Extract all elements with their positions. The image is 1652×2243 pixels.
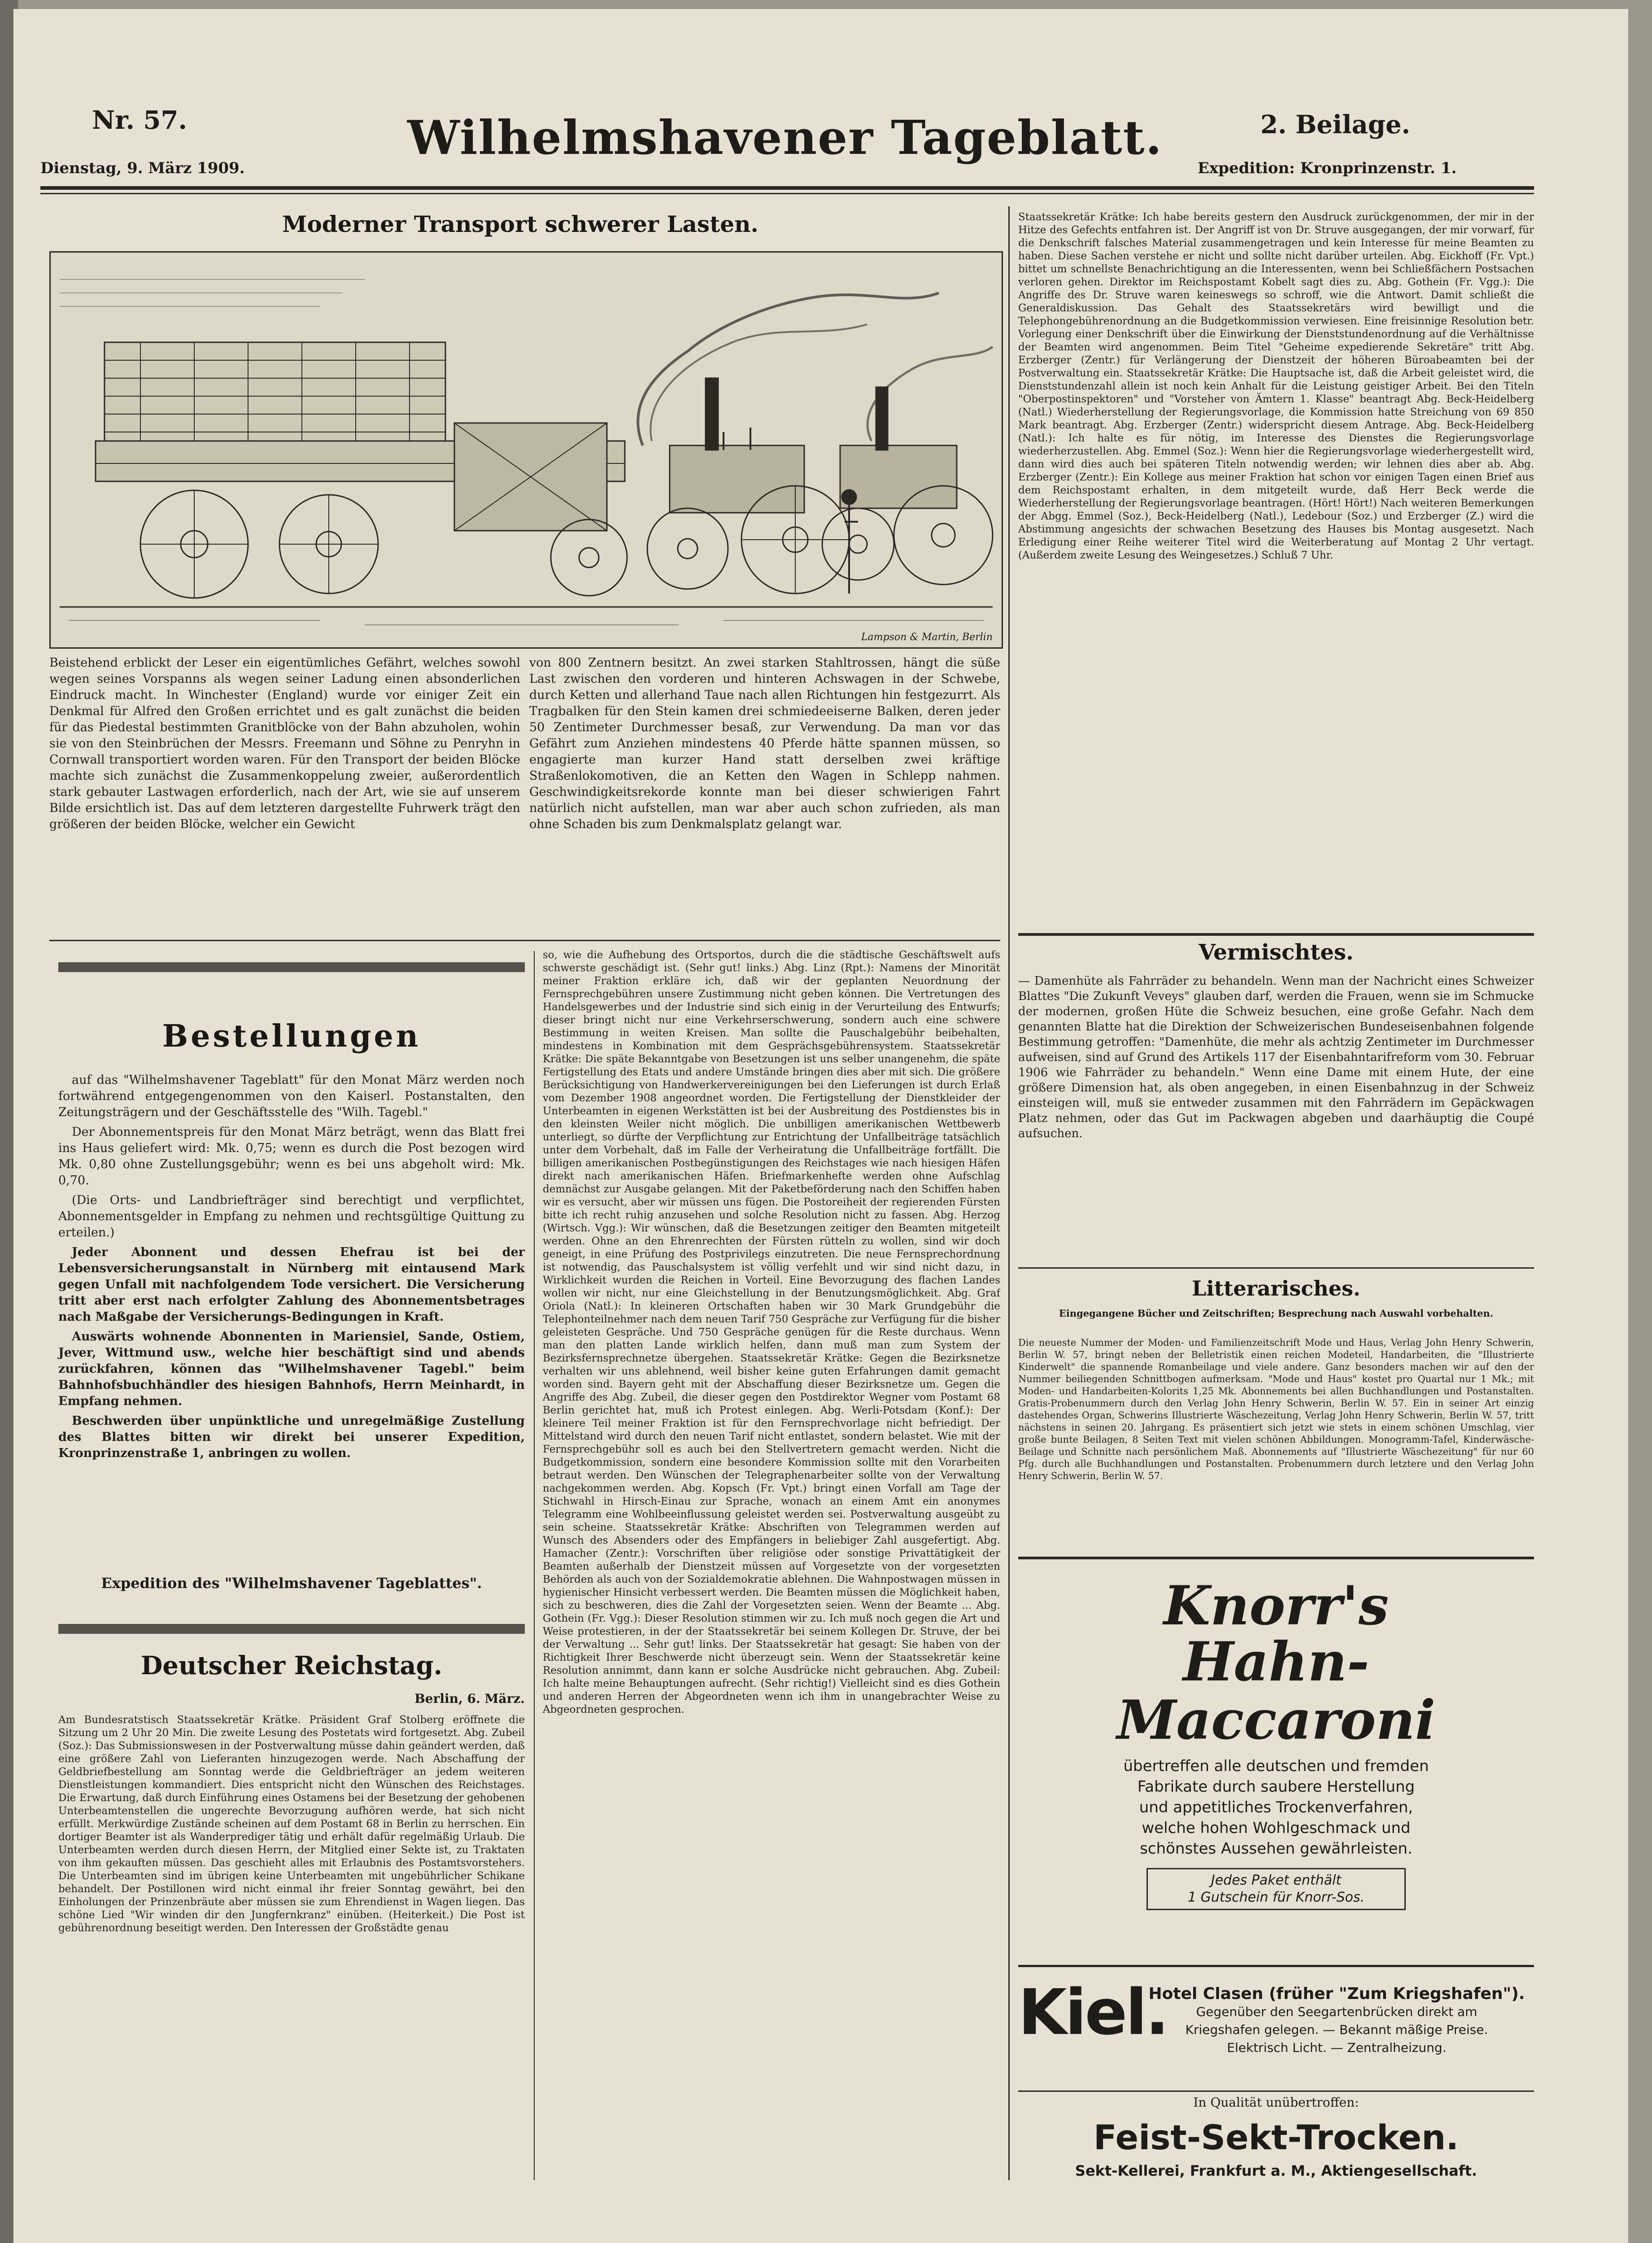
bestellungen-top-bar [58, 962, 525, 972]
bestellungen-p1: auf das "Wilhelmshavener Tageblatt" für den Monat März werden noch fortwährend entgegengenommen von den Kaiserl. Postanstalten, den Zeitungsträgern und der Geschäftsstelle des "Wilh. Tagebl." [58, 1073, 525, 1119]
kiel-city: Kiel. [1018, 1976, 1168, 2049]
transport-illustration [49, 251, 1003, 649]
reichstag-text-col2: so, wie die Aufhebung des Ortsportos, durch die die städtische Geschäftswelt aufs schwerste geschädigt ist. (Sehr gut! links.) Abg. Linz (Rpt.): Namens der Minorität meiner Fraktion erkläre ich, daß wir der geplanten Neuordnung der Fernsprechgebühren unsere Zustimmung nicht geben können. Die Vertretungen des Handelsgewerbes und der Industrie sind sich einig in der Verurteilung des Entwurfs; dieser bringt nicht nur eine Verkehrserschwerung, sondern auch eine schwere Bestimmung in weiten Kreisen. Man sollte die Pauschalgebühr beibehalten, mindestens in Kombination mit dem Gesprächsgebührensystem. Staatssekretär Krätke: Die späte Bekanntgabe von Besetzungen ist uns selber unangenehm, die späte Fertigstellung des Etats und andere Umstände bringen dies aber mit sich. Die größere Berücksichtigung von Handwerkervereinigungen bei den Lieferungen ist durch Erlaß vom Dezember 1908 angeordnet worden. Die Fertigstellung der Dienstkleider der Unterbeamten in eigenen Werkstätten ist bei der Ausbreitung des Postdienstes bis in den kleinsten Weiler nicht möglich. Die unbilligen amerikanischen Wettbewerb unterliegt, so dürfte der Verpflichtung zur Entrichtung der Unfallbeiträge tatsächlich unter dem Vorbehalt, daß im Falle der Verheiratung die Unfallbeiträge fortfällt. Die billigen amerikanischen Postbegünstigungen des Reichstages wie nach hiesigen Häfen direkt nach amerikanischen Häfen. Briefmarkenhefte werden ohne Aufschlag demnächst zur Ausgabe gelangen. Mit der Paketbeförderung nach den Schiffen haben wir es versucht, aber wir müssen uns fügen. Die Postoreiheit der regierenden Fürsten bitte ich recht ruhig anzusehen und solche Resolution nicht zu fassen. Abg. Herzog (Wirtsch. Vgg.): Wir wünschen, daß die Besetzungen zeitiger den Beamten mitgeteilt werden. Ohne an den Ehrenrechten der Fürsten rütteln zu wollen, sind wir doch geneigt, in eine Prüfung des Postprivilegs einzutreten. Die neue Fernsprechordnung ist notwendig, das Pauschalsystem ist völlig verfehlt und wir sind nicht dazu, in Wirklichkeit wurden die Reichen in Vorteil. Eine Bevorzugung des flachen Landes wollen wir nicht, nur eine Gleichstellung in der Benutzungsmöglichkeit. Abg. Graf Oriola (Natl.): In kleineren Ortschaften haben wir 30 Mark Grundgebühr die Telephonteilnehmer nach dem neuen Tarif 750 Gespräche zur Verfügung für die bisher geleisteten Gespräche. Und 750 Gespräche genügen für die Reste durchaus. Wenn man den platten Lande wirklich helfen, dann muß man zum System der Bezirksfernsprechnetze übergehen. Staatssekretär Krätke: Gegen die Bezirksnetze verhalten wir uns ablehnend, weil bisher keine guten Erfahrungen damit gemacht worden sind. Bayern geht mit der Abschaffung dieser Bezirksnetze um. Gegen die Angriffe des Abg. Zubeil, die dieser gegen den Postdirektor Wegner vom Postamt 68 Berlin gerichtet hat, muß ich Protest einlegen. Abg. Werli-Potsdam (Konf.): Der kleinere Teil meiner Fraktion ist für den Fernsprechvorlage nicht befriedigt. Der Mittelstand wird durch den neuen Tarif nicht entlastet, sondern belastet. Wie mit der Fernsprechgebühr soll es auch bei den Stellvertretern gemacht werden. Nicht die Budgetkommission, sondern eine besondere Kommission sollte mit den Vorarbeiten betraut werden. Den Wünschen der Telegraphenarbeiter sollte von der Verwaltung nachgekommen werden. Abg. Kopsch (Fr. Vpt.) bringt einen Vorfall am Tage der Stichwahl in Hirsch-Einau zur Sprache, wonach an einem Amt ein anonymes Telegramm eine Wohlbeeinflussung geleistet werden sei. Postverwaltung ausgeübt zu sein scheine. Staatssekretär Krätke: Abschriften von Telegrammen werden auf Wunsch des Absenders oder des Empfängers in beliebiger Zahl ausgefertigt. Abg. Hamacher (Zentr.): Vorschriften über religiöse oder sonstige Privattätigkeit der Beamten außerhalb der Dienstzeit müssen auf Vorgesetzte von der vorgesetzten Behörden als auch von der Sozialdemokratie ablehnen. Die Wahnpostwagen müssen in hygienischer Hinsicht verbessert werden. Die Beamten müssen die Möglichkeit haben, sich zu beschweren, dies die Zahl der Vorgesetzten seien. Wenn der Beamte ... Abg. Gothein (Fr. Vgg.): Dieser Resolution stimmen wir zu. Ich muß noch gegen die Art und Weise protestieren, in der der Staatssekretär bei seinem Kollegen Dr. Struve, der bei der Verwaltung ... Sehr gut! links. Der Staatssekretär hat gesagt: Sie haben von der Richtigkeit Ihrer Beschwerde nicht überzeugt sein. Wenn der Staatssekretär keine Resolution annimmt, dann kann er solche Ausdrücke nicht gebrauchen. Abg. Zubeil: Ich halte meine Behauptungen aufrecht. (Sehr richtig!) Vielleicht sind es dies Gothein und anderen Herren der Abgeordneten wenn ich ihm in unangebrachter Weise zu Abgeordneten gesprochen. [543, 949, 1000, 1715]
article-rule [49, 940, 1000, 941]
reichstag-dateline: Berlin, 6. März. [414, 1691, 525, 1706]
knorr-coupon-box [1146, 1868, 1406, 1910]
bestellungen-p5: Auswärts wohnende Abonnenten in Mariensiel, Sande, Ostiem, Jever, Wittmund usw., welche hier beschäftigt sind und abends zurückfahren, können das "Wilhelmshavener Tagebl." beim Bahnhofsbuchhändler des hiesigen Bahnhofs, Herrn Meinhardt, in Empfang nehmen. [58, 1330, 525, 1408]
knorr-copy-line: welche hohen Wohlgeschmack und [1142, 1819, 1411, 1837]
transport-headline: Moderner Transport schwerer Lasten. [282, 211, 758, 237]
knorr-product-2: Maccaroni [1116, 1689, 1436, 1752]
knorr-coupon-line: 1 Gutschein für Knorr-Sos. [1187, 1890, 1365, 1905]
bestellungen-body [58, 1072, 525, 1465]
newspaper-page [13, 9, 1628, 2243]
knorr-coupon-line: Jedes Paket enthält [1211, 1872, 1342, 1888]
bestellungen-bottom-bar [58, 1624, 525, 1634]
issue-number: Nr. 57. [92, 105, 187, 135]
bestellungen-p3: (Die Orts- und Landbriefträger sind berechtigt und verpflichtet, Abonnementsgelder in Empfang zu nehmen und rechtsgültige Quittung zu erteilen.) [58, 1193, 525, 1239]
kiel-line: Elektrisch Licht. — Zentralheizung. [1227, 2040, 1447, 2055]
kiel-ad [1018, 1972, 1534, 2084]
bestellungen-p6: Beschwerden über unpünktliche und unregelmäßige Zustellung des Blattes bitten wir direkt bei unserer Expedition, Kronprinzenstraße 1, anbringen zu wollen. [58, 1414, 525, 1460]
right-rule-4 [1018, 1965, 1534, 1967]
knorr-copy-line: und appetitliches Trockenverfahren, [1139, 1798, 1413, 1816]
masthead-rule [40, 186, 1534, 190]
bestellungen-p4: Jeder Abonnent und dessen Ehefrau ist bei der Lebensversicherungsanstalt in Nürnberg mit eintausend Mark gegen Unfall mit nachfolgendem Tode versichert. Die Versicherung tritt aber erst nach erfolgter Zahlung des Abonnementsbetrages nach Maßgabe der Versicherungs-Bedingungen in Kraft. [58, 1245, 525, 1324]
kiel-hotel-name: Hotel Clasen (früher "Zum Kriegshafen"). [1148, 1985, 1525, 2003]
right-rule-2 [1018, 1267, 1534, 1269]
right-rule-5 [1018, 2090, 1534, 2092]
litterarisches-text: Die neueste Nummer der Moden- und Familienzeitschrift Mode und Haus, Verlag John Henry Schwerin, Berlin W. 57, bringt neben der Belletristik einen reichen Modeteil, Handarbeiten, die "Illustrierte Kinderwelt" die spannende Romanbeilage und viele andere. Ganz besonders machen wir auf den der Nummer beiliegenden Schnittbogen aufmerksam. "Mode und Haus" kostet pro Quartal nur 1 Mk.; mit Moden- und Handarbeiten-Kolorits 1,25 Mk. Abonnements bei allen Buchhandlungen und Postanstalten. Gratis-Probenummern durch den Verlag John Henry Schwerin, Berlin W. 57. Ein in seiner Art einzig dastehendes Organ, Schwerins Illustrierte Wäschezeitung, Verlag John Henry Schwerin, Berlin W. 57, tritt nächstens in seinen 20. Jahrgang. Es präsentiert sich jetzt wie stets in einem schönen Umschlag, vier große bunte Beilagen, 8 Seiten Text mit vielen schönen Abbildungen. Monogramm-Tafel, Kinderwäsche-Beilage und Schnitte nach persönlichem Maß. Abonnements auf "Illustrierte Wäschezeitung" für nur 60 Pfg. durch alle Buchhandlungen und Postanstalten. Probenummern durch letztere und den Verlag John Henry Schwerin, Berlin W. 57. [1018, 1337, 1534, 1481]
issue-date: Dienstag, 9. März 1909. [40, 159, 245, 177]
bestellungen-heading: Bestellungen [162, 1018, 421, 1054]
litterarisches-heading: Litterarisches. [1192, 1276, 1360, 1300]
expedition-address: Expedition: Kronprinzenstr. 1. [1198, 159, 1457, 177]
supplement-label: 2. Beilage. [1260, 110, 1411, 140]
newspaper-title: Wilhelmshavener Tageblatt. [407, 110, 1163, 165]
bestellungen-p2: Der Abonnementspreis für den Monat März beträgt, wenn das Blatt frei ins Haus geliefert wird: Mk. 0,75; wenn es durch die Post bezogen wird Mk. 0,80 ohne Zustellungsgebühr; wenn es bei uns abgeholt wird: Mk. 0,70. [58, 1125, 525, 1187]
feist-pre: In Qualität unübertroffen: [1193, 2095, 1359, 2110]
transport-text-col1: Beistehend erblickt der Leser ein eigentümliches Gefährt, welches sowohl wegen seines Vorspanns als wegen seiner Ladung einen absonderlichen Eindruck macht. In Winchester (England) wurde vor einiger Zeit ein Denkmal für Alfred den Großen errichtet und es galt zunächst die beiden für das Piedestal bestimmten Granitblöcke von der Bahn abzuholen, wohin sie von den Steinbrüchen der Messrs. Freemann und Söhne zu Penryhn in Cornwall transportiert worden waren. Für den Transport der beiden Blöcke machte sich zunächst die Zusammenkoppelung zweier, außerordentlich stark gebauter Lastwagen erforderlich, nach der Art, wie sie auf unserem Bilde ersichtlich ist. Das auf dem letzteren dargestellte Fuhrwerk trägt den größeren der beiden Blöcke, welcher ein Gewicht [49, 656, 520, 831]
kiel-line: Gegenüber den Seegartenbrücken direkt am [1196, 2004, 1478, 2019]
bestellungen-signature: Expedition des "Wilhelmshavener Tageblattes". [101, 1575, 482, 1592]
feist-name: Feist-Sekt-Trocken. [1093, 2117, 1459, 2157]
knorr-copy-line: schönstes Aussehen gewährleisten. [1140, 1840, 1412, 1858]
knorr-brand: Knorr's [1163, 1574, 1389, 1637]
right-rule-3 [1018, 1557, 1534, 1559]
illustration-credit: Lampson & Martin, Berlin [861, 632, 993, 643]
steam-traction-engine-drawing [51, 253, 1002, 647]
vermischtes-heading: Vermischtes. [1199, 940, 1354, 965]
kiel-line: Kriegshafen gelegen. — Bekannt mäßige Preise. [1185, 2022, 1488, 2037]
masthead-rule-thin [40, 193, 1534, 194]
reichstag-heading: Deutscher Reichstag. [140, 1651, 443, 1680]
reichstag-text-right: Staatssekretär Krätke: Ich habe bereits gestern den Ausdruck zurückgenommen, der mir in der Hitze des Gefechts entfahren ist. Der Angriff ist von Dr. Struve ausgegangen, der mir vorwarf, für die Denkschrift falsches Material zusammengetragen und kein Interesse für meine Beamten zu haben. Diese Sachen verstehe er nicht und sollte nicht darüber urteilen. Abg. Eickhoff (Fr. Vpt.) bittet um schnellste Benachrichtigung an die Interessenten, wenn bei Schließfächern Postsachen verloren gehen. Direktor im Reichspostamt Kobelt sagt dies zu. Abg. Gothein (Fr. Vgg.): Die Angriffe des Dr. Struve waren keineswegs so schroff, wie die Antwort. Damit schließt die Generaldiskussion. Das Gehalt des Staatssekretärs wird bewilligt und die Telephongebührenordnung an die Budgetkommission verwiesen. Eine freisinnige Resolution betr. Vorlegung einer Denkschrift über die Einwirkung der Dienststundenordnung auf die Verhältnisse der Beamten wird angenommen. Beim Titel "Geheime expedierende Sekretäre" tritt Abg. Erzberger (Zentr.) für Verlängerung der Dienstzeit der höheren Büroabeamten bei der Postverwaltung ein. Staatssekretär Krätke: Die Hauptsache ist, daß die Arbeit geleistet wird, die Dienststundenzahl allein ist noch kein Anhalt für die Leistung geistiger Arbeit. Bei den Titeln "Oberpostinspektoren" und "Vorsteher von Ämtern 1. Klasse" beantragt Abg. Beck-Heidelberg (Natl.) Wiederherstellung der Regierungsvorlage, die Kommission hatte Streichung von 69 850 Mark beantragt. Abg. Erzberger (Zentr.) widerspricht diesem Antrage. Abg. Beck-Heidelberg (Natl.): Ich halte es für nötig, im Interesse des Dienstes die Regierungsvorlage wiederherzustellen. Abg. Emmel (Soz.): Wenn hier die Regierungsvorlage wiederhergestellt wird, dann wird dies auch bei späteren Titeln notwendig werden; wir lehnen dies aber ab. Abg. Erzberger (Zentr.): Ein Kollege aus meiner Fraktion hat schon vor einigen Tagen einen Brief aus dem Reichspostamt erhalten, in dem mitgeteilt wurde, daß Herr Beck werde die Wiederherstellung der Regierungsvorlage beantragen. (Hört! Hört!) Nach weiteren Bemerkungen der Abgg. Emmel (Soz.), Beck-Heidelberg (Natl.), Ledebour (Soz.) und Erzberger (Z.) wird die Abstimmung angesichts der schwachen Besetzung des Hauses bis Montag ausgesetzt. Nach Erledigung einer Reihe weiterer Titel wird die Weiterberatung auf Montag 2 Uhr vertagt. (Außerdem zweite Lesung des Weingesetzes.) Schluß 7 Uhr. [1018, 211, 1534, 561]
column-divider [1008, 206, 1010, 2180]
vermischtes-text: — Damenhüte als Fahrräder zu behandeln. Wenn man der Nachricht eines Schweizer Blattes "Die Zukunft Veveys" glauben darf, werden die Frauen, wenn sie im Schmucke der modernen, großen Hüte die Schweiz besuchen, eine große Gefahr. Nach dem genannten Blatte hat die Direktion der Schweizerischen Bundeseisenbahnen folgende Bestimmung getroffen: "Damenhüte, die mehr als achtzig Zentimeter im Durchmesser aufweisen, sind auf Grund des Artikels 117 der Eisenbahntarifreform vom 30. Februar 1906 wie Fahrräder zu behandeln." Wenn eine Dame mit einem Hute, der eine größere Dimension hat, als oben angegeben, in einen Eisenbahnzug in der Schweiz einsteigen will, muß sie entweder zusammen mit den Fahrrädern im Gepäckwagen Platz nehmen, oder das Gut im Packwagen abgeben und daarhäuptig die Coupé aufsuchen. [1018, 974, 1534, 1140]
right-rule-1 [1018, 933, 1534, 936]
inner-column-divider [534, 951, 535, 2180]
knorr-copy-line: Fabrikate durch saubere Herstellung [1137, 1778, 1415, 1796]
knorr-copy [1018, 1756, 1534, 1859]
feist-sub: Sekt-Kellerei, Frankfurt a. M., Aktiengesellschaft. [1075, 2162, 1478, 2179]
knorr-product-1: Hahn- [1183, 1630, 1369, 1693]
knorr-ad [1018, 1561, 1534, 1956]
knorr-copy-line: übertreffen alle deutschen und fremden [1123, 1757, 1429, 1775]
reichstag-text-col1: Am Bundesratstisch Staatssekretär Krätke. Präsident Graf Stolberg eröffnete die Sitzung um 2 Uhr 20 Min. Die zweite Lesung des Postetats wird fortgesetzt. Abg. Zubeil (Soz.): Das Submissionswesen in der Postverwaltung müsse dahin geändert werden, daß eine größere Zahl von Lieferanten hinzugezogen werde. Nach Abschaffung der Geldbriefbestellung am Sonntag werde die Geldbriefträger an jedem weiteren Dienstleistungen kommandiert. Dies entspricht nicht den Wünschen des Reichstages. Die Erwartung, daß durch Einführung eines Ostamens bei der Besetzung der gehobenen Unterbeamtenstellen die ungerechte Bevorzugung aufhören werde, hat sich nicht erfüllt. Merkwürdige Zustände scheinen auf dem Postamt 68 in Berlin zu herrschen. Ein dortiger Beamter ist als Wanderprediger tätig und erhält dafür regelmäßig Urlaub. Die Unterbeamten werden durch diesen Herrn, der Mitglied einer Sekte ist, zu Traktaten von ihm gekauften müssen. Das geschieht alles mit Erlaubnis des Postamtsvorstehers. Die Unterbeamten sind im übrigen keine Unterbeamten mit ungebührlicher Schikane behandelt. Der Postillonen wird nicht einmal ihr freier Sonntag gewährt, bei den Einholungen der Prinzenbräute aber müssen sie zum Ehrendienst in Wagen liegen. Das schöne Lied "Wir winden dir den Jungfernkranz" einüben. (Heiterkeit.) Die Post ist gebührenordnung beseitigt werden. Den Interessen der Großstädte genau [58, 1714, 525, 1934]
transport-text-col2: von 800 Zentnern besitzt. An zwei starken Stahltrossen, hängt die süße Last zwischen den vorderen und hinteren Achswagen in der Schwebe, durch Ketten und allerhand Taue nach allen Richtungen hin festgezurrt. Als Tragbalken für den Stein kamen drei schmiedeeiserne Balken, deren jeder 50 Zentimeter Durchmesser besaß, zur Verwendung. Da man vor das Gefährt zum Anziehen mindestens 40 Pferde hätte spannen müssen, so engagierte man kurzer Hand statt derselben zwei kräftige Straßenlokomotiven, die an Ketten den Wagen in Schlepp nahmen. Geschwindigkeitsrekorde konnte man bei dieser schwierigen Fahrt natürlich nicht aufstellen, man war aber auch schon zufrieden, als man ohne Schaden bis zum Denkmalsplatz gelangt war. [529, 656, 1000, 831]
kiel-hotel-copy [1139, 1985, 1534, 2057]
litterarisches-subhead: Eingegangene Bücher und Zeitschriften; Besprechung nach Auswahl vorbehalten. [1059, 1308, 1494, 1319]
